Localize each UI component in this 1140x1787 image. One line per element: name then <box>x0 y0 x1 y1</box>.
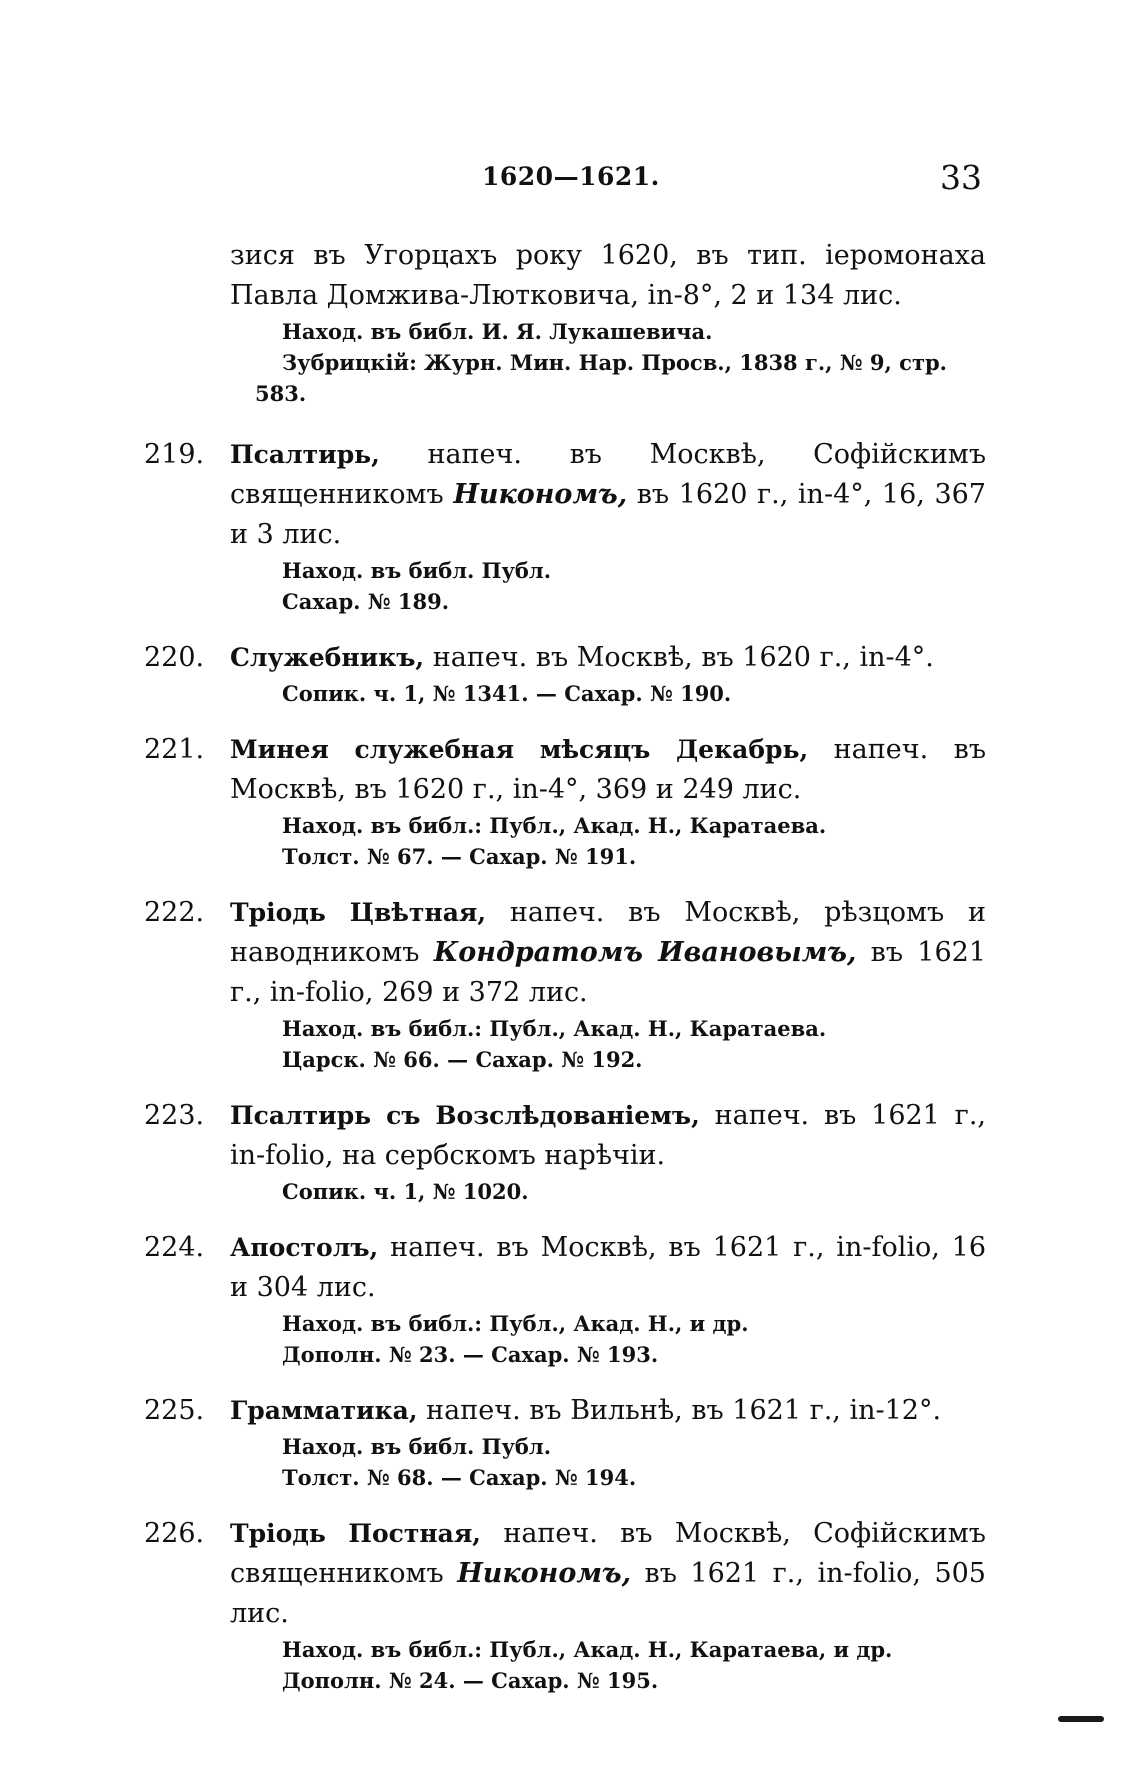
entry-note: Наход. въ библ. Публ. <box>282 558 552 583</box>
entry-note: Дополн. № 24. — Сахар. № 195. <box>282 1668 659 1693</box>
entry-220 <box>0 638 1140 709</box>
entry-title: Минея служебная мѣсяцъ Декабрь, <box>230 735 809 764</box>
entry-text <box>230 893 986 1013</box>
entry-219 <box>0 435 1140 617</box>
entry-title: Псалтирь, <box>230 440 380 469</box>
entry-description: напеч. въ Вильнѣ, въ 1621 г., in-12°. <box>417 1395 942 1426</box>
entry-note: Наход. въ библ.: Публ., Акад. Н., Каратаева. <box>282 813 827 838</box>
entry-number: 220. <box>144 642 205 673</box>
entry-person-name: Кондратомъ Ивановымъ, <box>433 937 857 968</box>
entry-number: 221. <box>144 734 205 765</box>
entry-222 <box>0 893 1140 1075</box>
entry-title: Тріодь Цвѣтная, <box>230 898 487 927</box>
entry-note: Толст. № 67. — Сахар. № 191. <box>282 844 637 869</box>
entry-text <box>230 1096 986 1176</box>
entry-number: 225. <box>144 1395 205 1426</box>
entry-text <box>230 638 986 678</box>
entry-note: Наход. въ библ.: Публ., Акад. Н., Каратаева, и др. <box>282 1637 893 1662</box>
entry-person-name: Никономъ, <box>457 1558 632 1589</box>
entry-description: напеч. въ Москвѣ, въ 1621 г., in-folio, 16 и 304 лис. <box>230 1232 986 1303</box>
entry-description-end: въ 1621 г., in-folio, 505 лис. <box>230 1558 986 1629</box>
entry-note: Толст. № 68. — Сахар. № 194. <box>282 1465 637 1490</box>
entry-description: напеч. въ Москвѣ, въ 1620 г., in-4°. <box>424 642 934 673</box>
entry-text: зися въ Угорцахъ року 1620, въ тип. іеромонаха Павла Домжива-Лютковича, in-8°, 2 и 134 лис. <box>230 240 986 311</box>
entry-description: напеч. въ Москвѣ, рѣзцомъ и наводникомъ <box>230 897 986 968</box>
entry-note: Зубрицкій: Журн. Мин. Нар. Просв., 1838 г., № 9, стр. 583. <box>255 350 947 406</box>
entry-description: напеч. въ 1621 г., in-folio, на сербскомъ нарѣчіи. <box>230 1100 986 1171</box>
entry-number: 224. <box>144 1232 205 1263</box>
entry-text <box>230 1391 986 1431</box>
running-header <box>0 158 1140 198</box>
page-number: 33 <box>940 158 982 197</box>
entry-note: Наход. въ библ. И. Я. Лукашевича. <box>282 319 713 344</box>
entry-note: Наход. въ библ.: Публ., Акад. Н., и др. <box>282 1311 749 1336</box>
entry-number: 222. <box>144 897 205 928</box>
entry-text <box>230 730 986 810</box>
entry-note: Сопик. ч. 1, № 1020. <box>282 1179 529 1204</box>
entry-number: 219. <box>144 439 205 470</box>
entry-title: Грамматика, <box>230 1396 418 1425</box>
entry-note: Сопик. ч. 1, № 1341. — Сахар. № 190. <box>282 681 732 706</box>
entry-number: 223. <box>144 1100 205 1131</box>
entry-text <box>230 1514 986 1634</box>
entry-number: 226. <box>144 1518 205 1549</box>
entry-title: Апостолъ, <box>230 1233 379 1262</box>
entry-note: Царск. № 66. — Сахар. № 192. <box>282 1047 643 1072</box>
entry-continued <box>0 236 1140 409</box>
entry-note: Наход. въ библ. Публ. <box>282 1434 552 1459</box>
entry-description: напеч. въ Москвѣ, Софійскимъ священникомъ <box>230 439 986 510</box>
entry-note: Сахар. № 189. <box>282 589 450 614</box>
entry-text <box>230 1228 986 1308</box>
catalog-entries <box>0 236 1140 1717</box>
entry-225 <box>0 1391 1140 1493</box>
entry-description-end: въ 1621 г., in-folio, 269 и 372 лис. <box>230 937 987 1008</box>
entry-description: напеч. въ Москвѣ, въ 1620 г., in-4°, 369 и 249 лис. <box>230 734 986 805</box>
entry-note: Наход. въ библ.: Публ., Акад. Н., Каратаева. <box>282 1016 827 1041</box>
entry-223 <box>0 1096 1140 1207</box>
entry-description-end: въ 1620 г., in-4°, 16, 367 и 3 лис. <box>230 479 986 550</box>
entry-text <box>230 435 986 555</box>
entry-221 <box>0 730 1140 872</box>
entry-note: Дополн. № 23. — Сахар. № 193. <box>282 1342 659 1367</box>
entry-title: Служебникъ, <box>230 643 425 672</box>
entry-person-name: Никономъ, <box>453 479 628 510</box>
entry-title: Тріодь Постная, <box>230 1519 481 1548</box>
entry-title: Псалтирь съ Возслѣдованіемъ, <box>230 1101 700 1130</box>
margin-dash-mark <box>1058 1716 1104 1722</box>
entry-224 <box>0 1228 1140 1370</box>
entry-226 <box>0 1514 1140 1696</box>
header-years: 1620—1621. <box>482 162 660 191</box>
entry-description: напеч. въ Москвѣ, Софійскимъ священникомъ <box>230 1518 986 1589</box>
